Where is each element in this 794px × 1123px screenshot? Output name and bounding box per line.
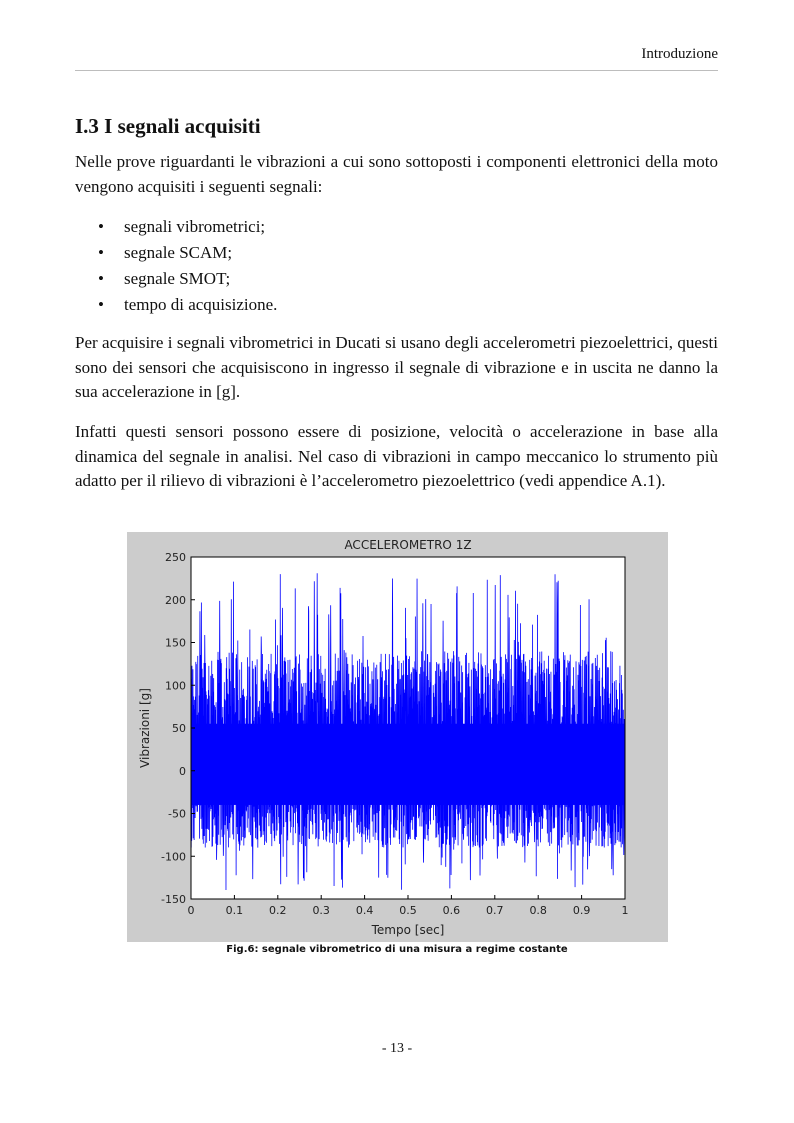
figure-caption: Fig.6: segnale vibrometrico di una misura a regime costante <box>226 944 568 955</box>
y-tick-label: 100 <box>165 679 186 693</box>
list-item-text: segnali vibrometrici; <box>124 217 266 236</box>
signal-list <box>98 214 277 318</box>
list-item-text: tempo di acquisizione. <box>124 295 278 314</box>
x-tick-label: 0.7 <box>486 904 504 917</box>
accelerometer-chart <box>127 532 668 942</box>
y-tick-label: 50 <box>172 722 186 735</box>
y-tick-label: -150 <box>161 893 186 906</box>
page-number: - 13 - <box>381 1041 413 1056</box>
y-tick-label: 250 <box>165 551 186 564</box>
list-item <box>98 266 277 292</box>
bullet-icon: • <box>98 295 104 314</box>
bullet-icon: • <box>98 217 104 236</box>
paragraph-accelerometers: Per acquisire i segnali vibrometrici in Ducati si usano degli accelerometri piezoelettrici, questi sono dei sensori che acquisiscono in ingresso il segnale di vibrazione e in uscita ne danno la sua accelerazione in [g]. <box>75 333 718 401</box>
x-tick-label: 1 <box>621 904 629 917</box>
y-tick-label: 0 <box>179 764 186 778</box>
header-rule <box>75 70 718 71</box>
y-axis <box>161 551 195 906</box>
y-tick-label: -100 <box>161 850 186 864</box>
x-axis-label: Tempo [sec] <box>371 923 445 937</box>
bullet-icon: • <box>98 243 104 262</box>
x-tick-label: 0.4 <box>355 904 374 917</box>
x-tick-label: 0.3 <box>312 904 330 917</box>
paragraph-intro: Nelle prove riguardanti le vibrazioni a cui sono sottoposti i componenti elettronici della moto vengono acquisiti i seguenti segnali: <box>75 152 718 196</box>
list-item <box>98 214 277 240</box>
section-title: I.3 I segnali acquisiti <box>75 114 261 138</box>
x-tick-label: 0 <box>187 904 195 917</box>
x-tick-label: 0.5 <box>399 904 417 917</box>
running-header: Introduzione <box>641 46 718 62</box>
y-tick-label: 150 <box>165 636 186 650</box>
paragraph-sensors: Infatti questi sensori possono essere di posizione, velocità o accelerazione in base alla dinamica del segnale in analisi. Nel caso di vibrazioni in campo meccanico lo strumento più adatto per il rilievo di vibrazioni è l’accelerometro piezoelettrico (vedi appendice A.1). <box>75 422 718 490</box>
y-tick-label: 200 <box>165 593 186 607</box>
list-item <box>98 292 277 318</box>
x-tick-label: 0.9 <box>572 904 591 917</box>
y-axis-label: Vibrazioni [g] <box>138 688 152 768</box>
signal-core-band <box>191 724 625 805</box>
x-tick-label: 0.2 <box>269 904 287 917</box>
bullet-icon: • <box>98 269 104 288</box>
figure-accelerometer <box>127 532 668 942</box>
y-tick-label: -50 <box>168 807 186 821</box>
list-item-text: segnale SCAM; <box>124 243 233 262</box>
list-item <box>98 240 277 266</box>
x-tick-label: 0.1 <box>225 904 244 917</box>
x-tick-label: 0.6 <box>442 904 461 917</box>
list-item-text: segnale SMOT; <box>124 269 231 288</box>
x-tick-label: 0.8 <box>529 904 547 917</box>
chart-title: ACCELEROMETRO 1Z <box>344 538 472 552</box>
